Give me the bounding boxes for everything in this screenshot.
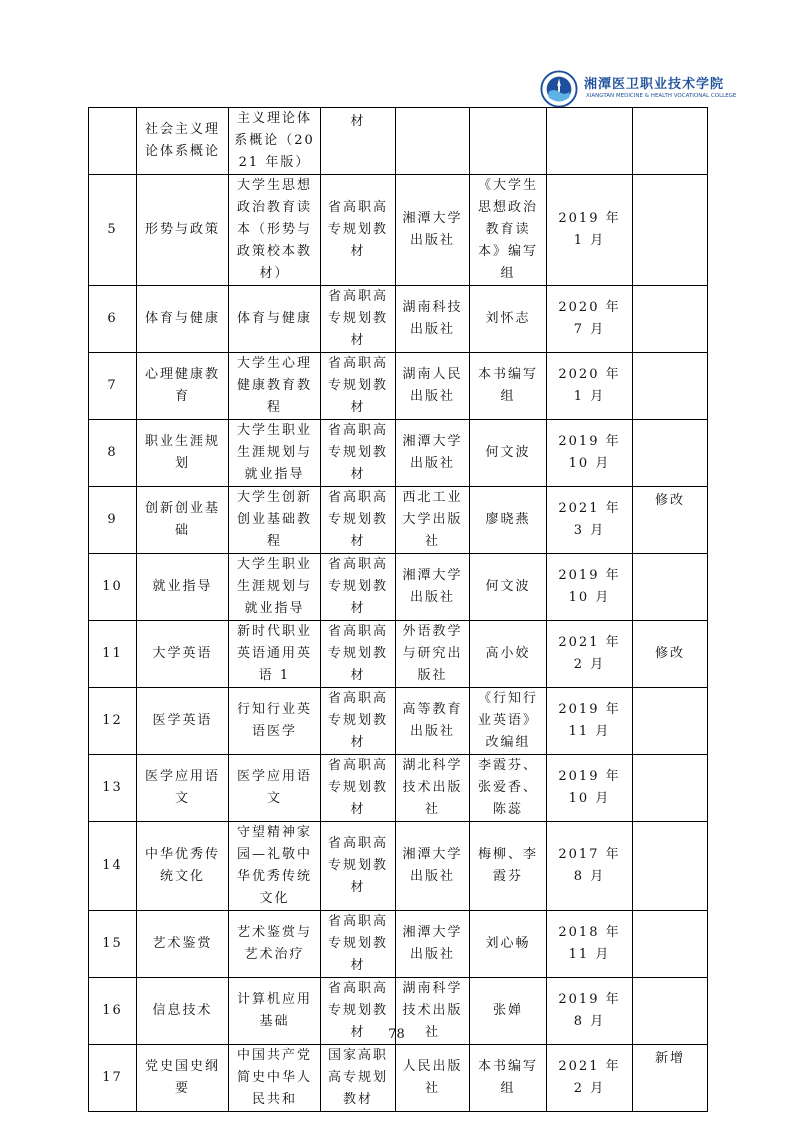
publish-date: 2019 年 8 月 (547, 978, 633, 1045)
textbook-name: 艺术鉴赏与艺术治疗 (229, 911, 321, 978)
note: 新增 (633, 1045, 708, 1112)
table-row (89, 822, 708, 911)
publisher: 湘潭大学出版社 (396, 554, 470, 621)
publisher: 人民出版社 (396, 1045, 470, 1112)
row-number: 17 (89, 1045, 137, 1112)
editor: 《行知行业英语》改编组 (470, 688, 547, 755)
row-number: 9 (89, 487, 137, 554)
publish-date: 2021 年 2 月 (547, 1045, 633, 1112)
publisher: 外语教学与研究出版社 (396, 621, 470, 688)
row-number: 12 (89, 688, 137, 755)
row-number: 11 (89, 621, 137, 688)
textbook-level: 省高职高专规划教材 (321, 175, 396, 286)
table-row (89, 911, 708, 978)
course-name: 医学英语 (137, 688, 229, 755)
textbook-level: 材 (321, 108, 396, 175)
publisher: 湘潭大学出版社 (396, 175, 470, 286)
textbook-name: 新时代职业英语通用英语 1 (229, 621, 321, 688)
textbook-level: 省高职高专规划教材 (321, 353, 396, 420)
editor: 李霞芬、张爱香、陈蕊 (470, 755, 547, 822)
note (633, 175, 708, 286)
textbook-name: 主义理论体系概论（2021 年版） (229, 108, 321, 175)
publish-date: 2021 年 3 月 (547, 487, 633, 554)
college-emblem-icon (540, 70, 578, 108)
publish-date: 2018 年 11 月 (547, 911, 633, 978)
textbook-name: 守望精神家园—礼敬中华优秀传统文化 (229, 822, 321, 911)
course-name: 体育与健康 (137, 286, 229, 353)
course-name: 中华优秀传统文化 (137, 822, 229, 911)
note (633, 822, 708, 911)
table-row (89, 621, 708, 688)
table-row (89, 286, 708, 353)
note: 修改 (633, 621, 708, 688)
textbook-name: 大学生职业生涯规划与就业指导 (229, 554, 321, 621)
editor: 刘心畅 (470, 911, 547, 978)
table-row (89, 688, 708, 755)
note (633, 286, 708, 353)
publisher: 湘潭大学出版社 (396, 911, 470, 978)
row-number: 6 (89, 286, 137, 353)
table-row (89, 420, 708, 487)
textbook-level: 省高职高专规划教材 (321, 755, 396, 822)
publisher: 高等教育出版社 (396, 688, 470, 755)
school-name-cn: 湘潭医卫职业技术学院 (584, 77, 725, 92)
textbook-level: 省高职高专规划教材 (321, 822, 396, 911)
publish-date: 2019 年 10 月 (547, 755, 633, 822)
publisher (396, 108, 470, 175)
editor: 《大学生思想政治教育读本》编写组 (470, 175, 547, 286)
publish-date (547, 108, 633, 175)
publish-date: 2020 年 7 月 (547, 286, 633, 353)
row-number: 10 (89, 554, 137, 621)
publish-date: 2019 年 11 月 (547, 688, 633, 755)
editor: 刘怀志 (470, 286, 547, 353)
publish-date: 2021 年 2 月 (547, 621, 633, 688)
textbook-level: 省高职高专规划教材 (321, 420, 396, 487)
textbook-name: 医学应用语文 (229, 755, 321, 822)
publish-date: 2020 年 1 月 (547, 353, 633, 420)
editor: 高小姣 (470, 621, 547, 688)
course-name: 职业生涯规划 (137, 420, 229, 487)
publisher: 湖北科学技术出版社 (396, 755, 470, 822)
note (633, 108, 708, 175)
textbook-level: 省高职高专规划教材 (321, 286, 396, 353)
textbook-name: 大学生心理健康教育教程 (229, 353, 321, 420)
textbook-name: 体育与健康 (229, 286, 321, 353)
textbook-table (88, 107, 708, 1112)
table-row (89, 108, 708, 175)
textbook-name: 大学生创新创业基础教程 (229, 487, 321, 554)
course-name: 信息技术 (137, 978, 229, 1045)
table-row (89, 175, 708, 286)
textbook-level: 国家高职高专规划教材 (321, 1045, 396, 1112)
editor (470, 108, 547, 175)
course-name: 创新创业基础 (137, 487, 229, 554)
editor: 廖晓燕 (470, 487, 547, 554)
note (633, 353, 708, 420)
course-name: 就业指导 (137, 554, 229, 621)
table-row (89, 353, 708, 420)
course-name: 形势与政策 (137, 175, 229, 286)
publish-date: 2017 年 8 月 (547, 822, 633, 911)
row-number: 7 (89, 353, 137, 420)
textbook-level: 省高职高专规划教材 (321, 621, 396, 688)
table-row (89, 1045, 708, 1112)
note (633, 688, 708, 755)
textbook-level: 省高职高专规划教材 (321, 688, 396, 755)
college-logo (540, 70, 760, 110)
publish-date: 2019 年 1 月 (547, 175, 633, 286)
row-number: 5 (89, 175, 137, 286)
row-number: 8 (89, 420, 137, 487)
textbook-name: 大学生思想政治教育读本（形势与政策校本教材） (229, 175, 321, 286)
page-number: 78 (388, 1027, 405, 1042)
row-number: 13 (89, 755, 137, 822)
publisher: 湖南科技出版社 (396, 286, 470, 353)
textbook-name: 中国共产党简史中华人民共和 (229, 1045, 321, 1112)
course-name: 党史国史纲要 (137, 1045, 229, 1112)
textbook-level: 省高职高专规划教材 (321, 978, 396, 1045)
publish-date: 2019 年 10 月 (547, 554, 633, 621)
publish-date: 2019 年 10 月 (547, 420, 633, 487)
note (633, 911, 708, 978)
course-name: 大学英语 (137, 621, 229, 688)
textbook-level: 省高职高专规划教材 (321, 487, 396, 554)
course-name: 医学应用语文 (137, 755, 229, 822)
editor: 梅柳、李霞芬 (470, 822, 547, 911)
textbook-level: 省高职高专规划教材 (321, 554, 396, 621)
textbook-name: 计算机应用基础 (229, 978, 321, 1045)
editor: 何文波 (470, 420, 547, 487)
publisher: 西北工业大学出版社 (396, 487, 470, 554)
textbook-level: 省高职高专规划教材 (321, 911, 396, 978)
publisher: 湖南人民出版社 (396, 353, 470, 420)
course-name: 社会主义理论体系概论 (137, 108, 229, 175)
school-name-en: XIANGTAN MEDICINE & HEALTH VOCATIONAL COLLEGE (586, 93, 737, 99)
table-row (89, 755, 708, 822)
table-row (89, 487, 708, 554)
publisher: 湖南科学技术出版社 (396, 978, 470, 1045)
publisher: 湘潭大学出版社 (396, 420, 470, 487)
course-name: 艺术鉴赏 (137, 911, 229, 978)
note (633, 420, 708, 487)
note (633, 755, 708, 822)
editor: 张婵 (470, 978, 547, 1045)
editor: 何文波 (470, 554, 547, 621)
textbook-name: 大学生职业生涯规划与就业指导 (229, 420, 321, 487)
row-number (89, 108, 137, 175)
editor: 本书编写组 (470, 353, 547, 420)
note (633, 554, 708, 621)
course-name: 心理健康教育 (137, 353, 229, 420)
editor: 本书编写组 (470, 1045, 547, 1112)
row-number: 14 (89, 822, 137, 911)
textbook-name: 行知行业英语医学 (229, 688, 321, 755)
publisher: 湘潭大学出版社 (396, 822, 470, 911)
row-number: 15 (89, 911, 137, 978)
table-row (89, 554, 708, 621)
row-number: 16 (89, 978, 137, 1045)
note: 修改 (633, 487, 708, 554)
